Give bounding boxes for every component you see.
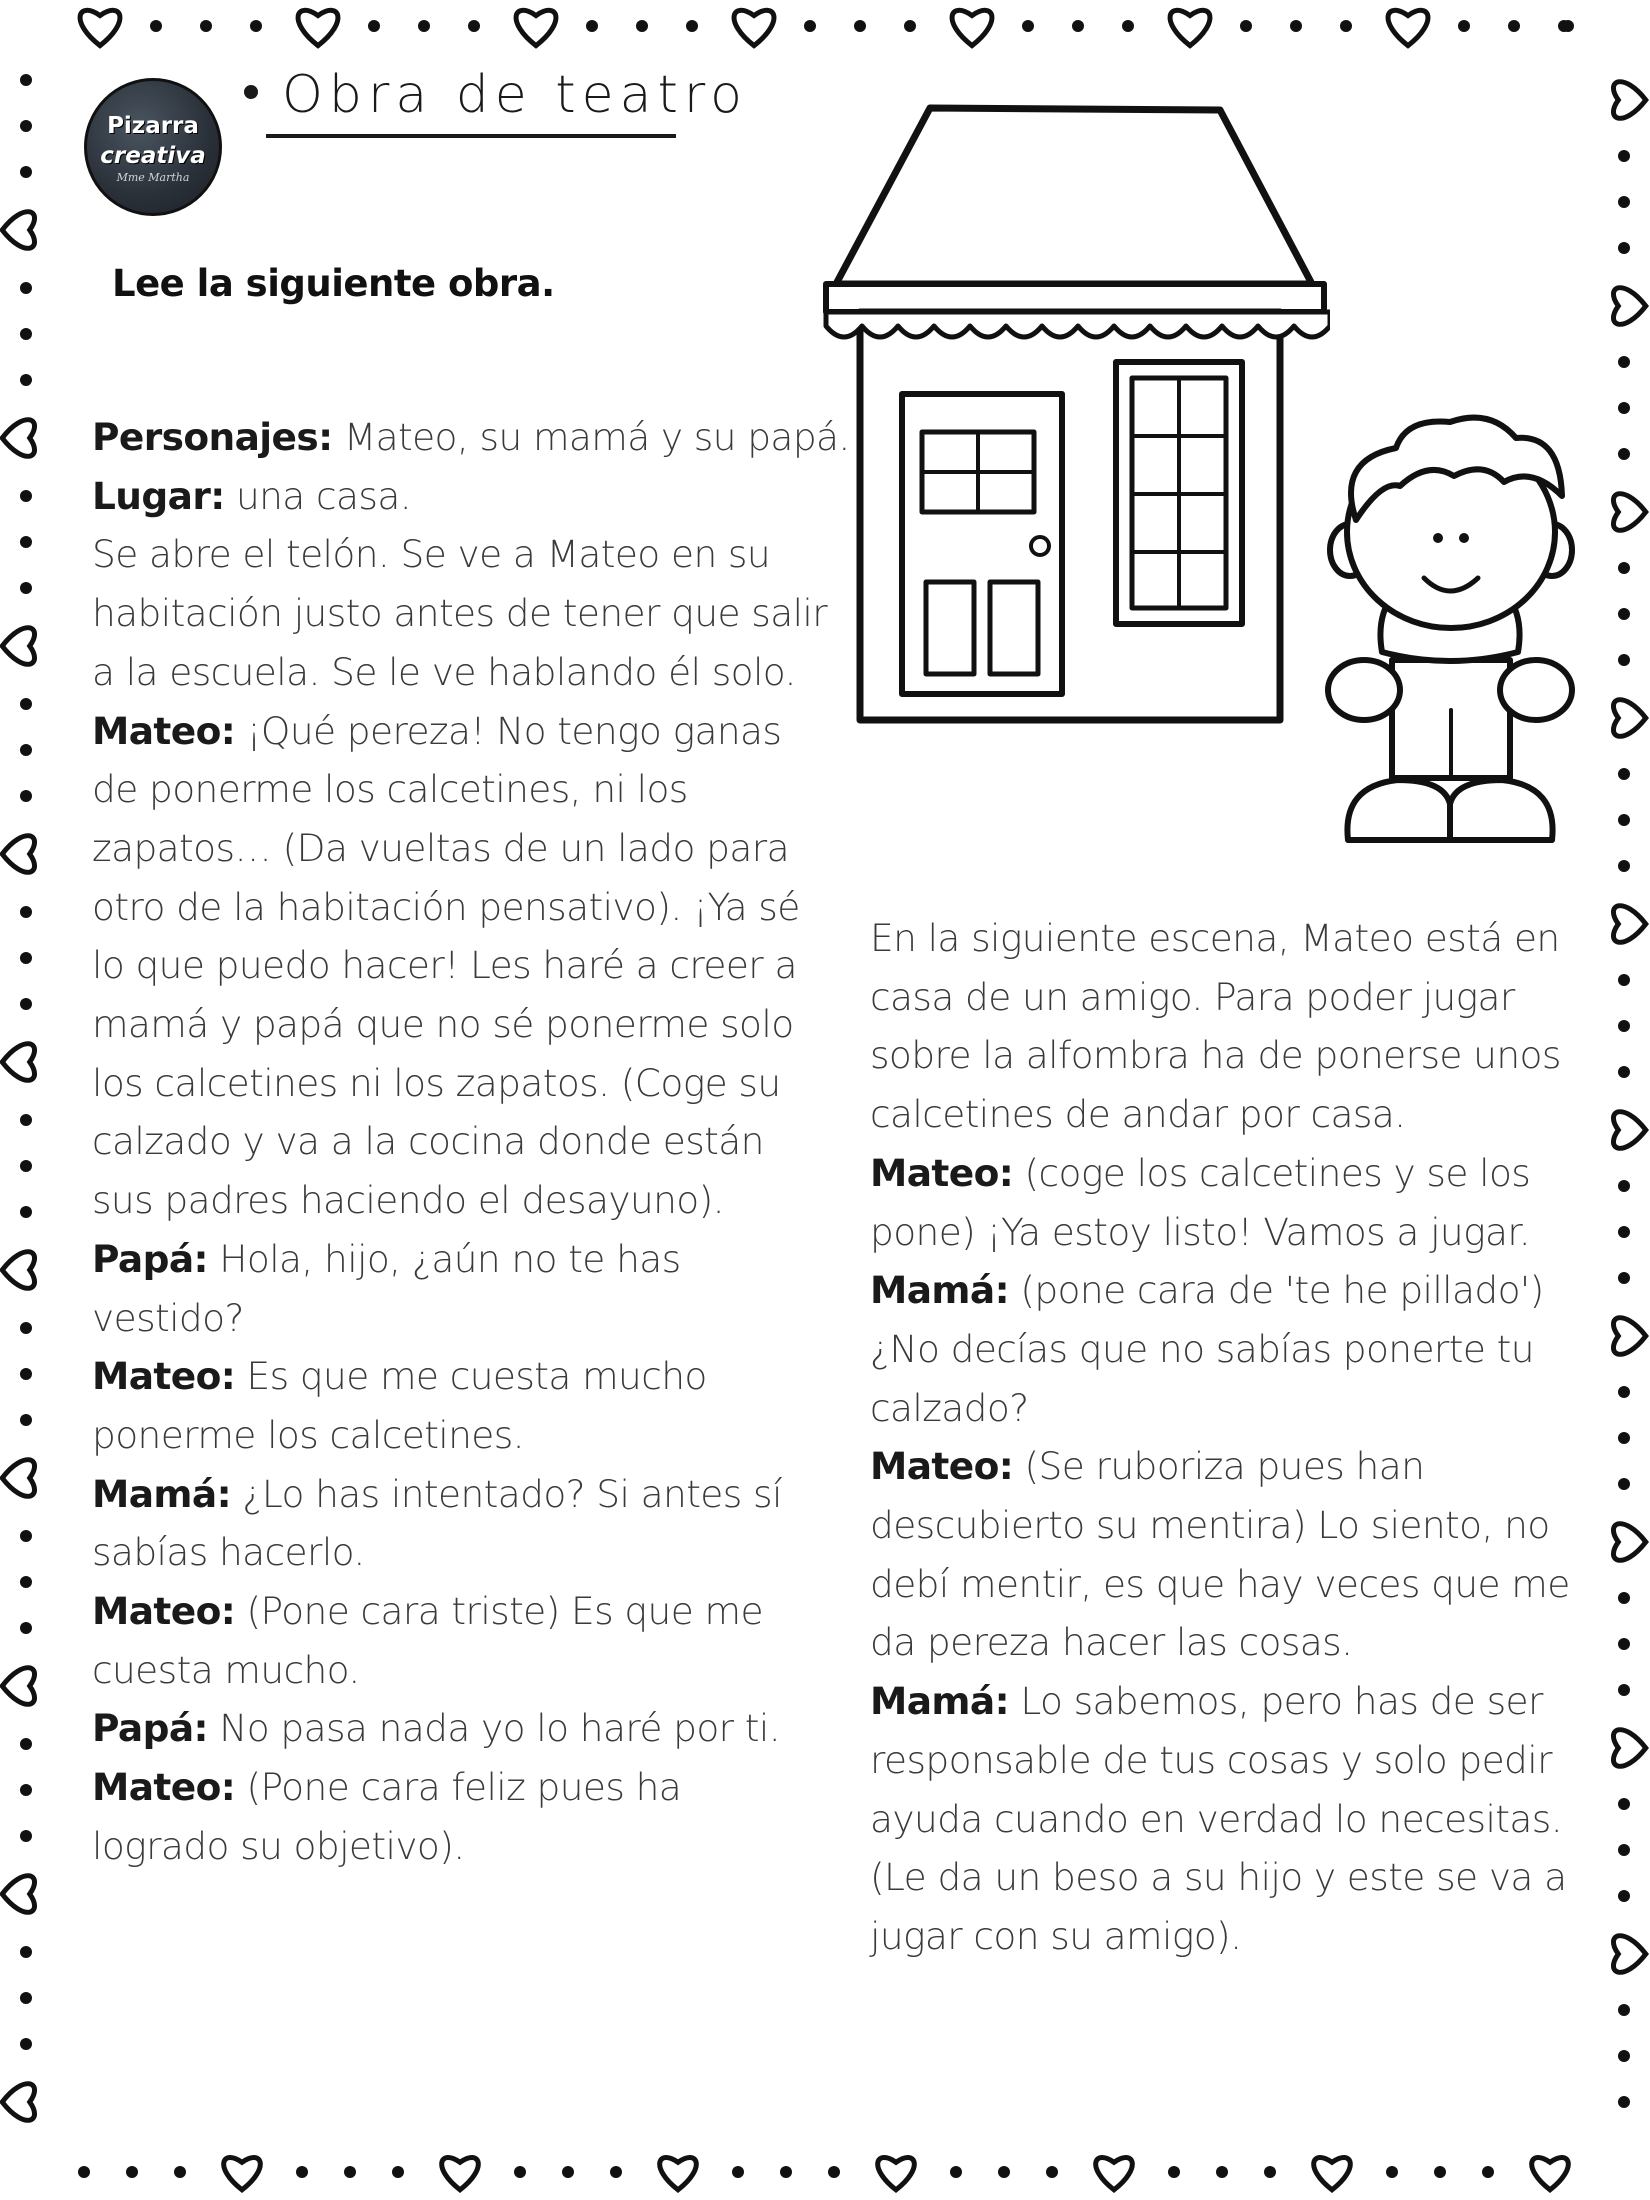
text-line <box>870 1144 1570 1203</box>
border-dot <box>1386 2166 1398 2178</box>
text-line <box>92 702 850 761</box>
border-dot <box>174 2166 186 2178</box>
text-line <box>870 1848 1570 1907</box>
heart-icon <box>952 10 992 45</box>
heart-icon <box>1613 906 1645 943</box>
border-dot <box>1618 654 1630 666</box>
heart-icon <box>1170 10 1210 45</box>
heart-icon <box>1388 10 1428 45</box>
text-line <box>870 1379 1570 1438</box>
border-dot <box>610 2166 622 2178</box>
border-dot <box>1618 242 1630 254</box>
border-dot <box>1618 1272 1630 1284</box>
border-dot <box>1046 2166 1058 2178</box>
border-dot <box>20 1206 32 1218</box>
border-dot <box>78 2166 90 2178</box>
heart-icon <box>2 420 34 457</box>
heart-icon <box>2 1668 34 1705</box>
speaker-label: Mamá: <box>92 1471 231 1516</box>
text-line <box>92 995 850 1054</box>
border-dot <box>126 2166 138 2178</box>
border-dot <box>514 2166 526 2178</box>
border-dot <box>1618 1180 1630 1192</box>
text-line <box>870 1731 1570 1790</box>
text-line <box>92 1582 850 1641</box>
text-line <box>92 467 850 526</box>
dialogue-text: (Pone cara triste) Es que me <box>235 1589 763 1634</box>
heart-icon <box>1613 82 1645 119</box>
heart-icon <box>1096 2157 1133 2189</box>
text-line <box>92 1817 850 1876</box>
border-dot <box>1458 20 1470 32</box>
text-line <box>870 1261 1570 1320</box>
border-dot <box>20 1322 32 1334</box>
text-line <box>870 1555 1570 1614</box>
heart-icon <box>660 2157 697 2189</box>
instruction-text: Lee la siguiente obra. <box>112 262 555 305</box>
speaker-label: Mateo: <box>92 1354 236 1399</box>
house-illustration <box>820 100 1330 730</box>
border-dot <box>20 1622 32 1634</box>
border-dot <box>1618 1478 1630 1490</box>
page-title: Obra de teatro <box>282 65 748 125</box>
border-dot <box>20 790 32 802</box>
heart-icon <box>516 10 556 45</box>
speaker-label: Papá: <box>92 1706 208 1751</box>
border-dot <box>250 20 262 32</box>
dialogue-text: Se abre el telón. Se ve a Mateo en su <box>92 532 771 577</box>
text-line <box>870 909 1570 968</box>
border-dot <box>1072 20 1084 32</box>
heart-icon <box>2 212 34 249</box>
border-dot <box>344 2166 356 2178</box>
border-dot <box>732 2166 744 2178</box>
dialogue-text: a la escuela. Se le ve hablando él solo. <box>92 649 796 694</box>
border-dot <box>20 1414 32 1426</box>
border-dot <box>1168 2166 1180 2178</box>
text-line <box>870 1496 1570 1555</box>
speaker-label: Mateo: <box>92 708 236 753</box>
border-dot <box>1618 1638 1630 1650</box>
border-dot <box>20 906 32 918</box>
dialogue-text: ¡Qué pereza! No tengo ganas <box>235 708 782 753</box>
border-dot <box>392 2166 404 2178</box>
border-dot <box>950 2166 962 2178</box>
border-dot <box>418 20 430 32</box>
heart-icon <box>2 1876 34 1913</box>
heart-icon <box>1613 1318 1645 1355</box>
text-line <box>870 968 1570 1027</box>
border-dot <box>20 998 32 1010</box>
border-dot <box>1022 20 1034 32</box>
dialogue-text: Hola, hijo, ¿aún no te has <box>207 1236 681 1281</box>
speaker-label: Lugar: <box>92 473 225 518</box>
heart-icon <box>1613 1524 1645 1561</box>
text-line <box>870 1203 1570 1262</box>
border-dot <box>296 2166 308 2178</box>
dialogue-text: zapatos… (Da vueltas de un lado para <box>92 825 789 870</box>
text-line <box>92 1641 850 1700</box>
dialogue-text: (Se ruboriza pues han <box>1013 1444 1425 1489</box>
border-dot <box>998 2166 1010 2178</box>
text-line <box>870 1437 1570 1496</box>
border-dot <box>904 20 916 32</box>
heart-icon <box>1314 2157 1351 2189</box>
dialogue-text: (pone cara de 'te he pillado') <box>1009 1268 1544 1313</box>
border-dot <box>20 582 32 594</box>
logo-signature: Mme Martha <box>116 170 190 184</box>
border-dot <box>1618 1592 1630 1604</box>
text-line <box>92 1347 850 1406</box>
dialogue-text: (Pone cara feliz pues ha <box>235 1765 682 1810</box>
border-dot <box>1618 974 1630 986</box>
text-line <box>92 643 850 702</box>
border-dot <box>200 20 212 32</box>
dialogue-text: logrado su objetivo). <box>92 1823 465 1868</box>
border-dot <box>1290 20 1302 32</box>
dialogue-text: calcetines de andar por casa. <box>870 1092 1406 1137</box>
text-line <box>92 1465 850 1524</box>
border-dot <box>1562 20 1574 32</box>
border-dot <box>1618 1432 1630 1444</box>
border-dot <box>1618 814 1630 826</box>
dialogue-text: sabías hacerlo. <box>92 1530 365 1575</box>
heart-icon <box>1532 2157 1569 2189</box>
border-dot <box>562 2166 574 2178</box>
text-line <box>92 1406 850 1465</box>
speaker-label: Papá: <box>92 1236 208 1281</box>
title-underline <box>266 134 676 138</box>
text-line <box>92 1523 850 1582</box>
dialogue-text: ponerme los calcetines. <box>92 1412 525 1457</box>
border-dot <box>20 1946 32 1958</box>
border-dot <box>1618 2096 1630 2108</box>
text-line <box>92 878 850 937</box>
border-dot <box>1618 402 1630 414</box>
border-dot <box>1618 2050 1630 2062</box>
dialogue-text: calzado? <box>870 1385 1029 1430</box>
border-dot <box>1618 196 1630 208</box>
border-dot <box>20 1160 32 1172</box>
logo-text-line2: creativa <box>100 142 206 169</box>
dialogue-text: una casa. <box>224 473 412 518</box>
heart-icon <box>2 1252 34 1289</box>
border-dot <box>20 282 32 294</box>
dialogue-text: debí mentir, es que hay veces que me <box>870 1561 1570 1606</box>
text-line <box>92 1112 850 1171</box>
heart-icon <box>878 2157 915 2189</box>
dialogue-text: ayuda cuando en verdad lo necesitas. <box>870 1796 1563 1841</box>
border-dot <box>20 1368 32 1380</box>
heart-icon <box>2 836 34 873</box>
border-dot <box>150 20 162 32</box>
border-dot <box>1618 448 1630 460</box>
heart-icon <box>734 10 774 45</box>
border-dot <box>468 20 480 32</box>
border-dot <box>20 1114 32 1126</box>
pizarra-creativa-logo <box>84 78 222 216</box>
border-dot <box>368 20 380 32</box>
dialogue-text: responsable de tus cosas y solo pedir <box>870 1737 1552 1782</box>
border-dot <box>20 744 32 756</box>
border-dot <box>1122 20 1134 32</box>
text-line <box>870 1320 1570 1379</box>
dialogue-text: lo que puedo hacer! Les haré a creer a <box>92 943 797 988</box>
border-dot <box>1434 2166 1446 2178</box>
border-dot <box>20 1530 32 1542</box>
dialogue-text: Lo sabemos, pero has de ser <box>1009 1679 1543 1724</box>
border-dot <box>1618 860 1630 872</box>
border-dot <box>20 698 32 710</box>
speaker-label: Personajes: <box>92 415 333 459</box>
dialogue-text: (Le da un beso a su hijo y este se va a <box>870 1855 1567 1900</box>
border-dot <box>1618 768 1630 780</box>
heart-icon <box>442 2157 479 2189</box>
heart-icon <box>298 10 338 45</box>
dialogue-text: No pasa nada yo lo haré por ti. <box>207 1706 781 1751</box>
border-dot <box>1508 20 1520 32</box>
dialogue-text: Es que me cuesta mucho <box>235 1354 707 1399</box>
border-dot <box>1618 2004 1630 2016</box>
speaker-label: Mateo: <box>870 1150 1014 1195</box>
border-dot <box>804 20 816 32</box>
border-dot <box>1482 2166 1494 2178</box>
border-dot <box>1216 2166 1228 2178</box>
text-line <box>92 1289 850 1348</box>
dialogue-text: descubierto su mentira) Lo siento, no <box>870 1503 1550 1548</box>
text-line <box>92 1758 850 1817</box>
border-dot <box>20 1576 32 1588</box>
heart-icon <box>224 2157 261 2189</box>
border-dot <box>1618 1798 1630 1810</box>
dialogue-text: sus padres haciendo el desayuno). <box>92 1178 724 1223</box>
text-line <box>870 1672 1570 1731</box>
dialogue-text: da pereza hacer las cosas. <box>870 1620 1353 1665</box>
border-dot <box>20 328 32 340</box>
text-line <box>870 1613 1570 1672</box>
border-dot <box>1618 1386 1630 1398</box>
dialogue-text: En la siguiente escena, Mateo está en <box>870 916 1560 960</box>
dialogue-text: jugar con su amigo). <box>870 1913 1242 1958</box>
dialogue-text: casa de un amigo. Para poder jugar <box>870 974 1515 1019</box>
text-line <box>870 1907 1570 1966</box>
text-line <box>92 936 850 995</box>
border-dot <box>1618 1020 1630 1032</box>
border-dot <box>20 952 32 964</box>
border-dot <box>780 2166 792 2178</box>
border-dot <box>20 1830 32 1842</box>
logo-text-line1: Pizarra <box>107 112 199 139</box>
border-dot <box>20 1992 32 2004</box>
speaker-label: Mateo: <box>870 1444 1014 1489</box>
border-dot <box>686 20 698 32</box>
border-dot <box>1618 150 1630 162</box>
border-dot <box>20 166 32 178</box>
border-dot <box>1618 1844 1630 1856</box>
dialogue-text: otro de la habitación pensativo). ¡Ya sé <box>92 884 800 929</box>
text-line <box>92 1230 850 1289</box>
border-dot <box>1618 1684 1630 1696</box>
dialogue-text: cuesta mucho. <box>92 1647 360 1692</box>
border-dot <box>1264 2166 1276 2178</box>
border-dot <box>854 20 866 32</box>
heart-icon <box>1613 1730 1645 1767</box>
border-dot <box>1240 20 1252 32</box>
text-line <box>870 1790 1570 1849</box>
dialogue-text: de ponerme los calcetines, ni los <box>92 767 688 812</box>
heart-icon <box>1613 700 1645 737</box>
play-text-left-column <box>92 408 850 1876</box>
dialogue-text: pone) ¡Ya estoy listo! Vamos a jugar. <box>870 1209 1531 1254</box>
text-line <box>870 1026 1570 1085</box>
border-dot <box>1618 608 1630 620</box>
text-line <box>92 584 850 643</box>
border-dot <box>1618 1066 1630 1078</box>
border-dot <box>828 2166 840 2178</box>
dialogue-text: calzado y va a la cocina donde están <box>92 1119 764 1164</box>
dialogue-text: habitación justo antes de tener que salir <box>92 591 828 636</box>
dialogue-text: vestido? <box>92 1295 244 1340</box>
border-dot <box>1618 562 1630 574</box>
speaker-label: Mateo: <box>92 1765 236 1810</box>
speaker-label: Mamá: <box>870 1268 1009 1313</box>
border-dot <box>586 20 598 32</box>
border-dot <box>20 536 32 548</box>
border-dot <box>636 20 648 32</box>
dialogue-text: ¿No decías que no sabías ponerte tu <box>870 1326 1534 1371</box>
heart-icon <box>1613 288 1645 325</box>
speaker-label: Mateo: <box>92 1589 236 1634</box>
text-line <box>92 1171 850 1230</box>
heart-icon <box>2 628 34 665</box>
text-line <box>92 819 850 878</box>
title-bullet <box>244 85 258 99</box>
dialogue-text: Mateo, su mamá y su papá. <box>332 415 850 459</box>
dialogue-text: los calcetines ni los zapatos. (Coge su <box>92 1060 781 1105</box>
heart-icon <box>80 10 120 45</box>
border-dot <box>20 490 32 502</box>
text-line <box>92 760 850 819</box>
dialogue-text: (coge los calcetines y se los <box>1013 1150 1531 1195</box>
text-line <box>92 525 850 584</box>
play-text-right-column <box>870 909 1570 1966</box>
border-dot <box>20 2038 32 2050</box>
speaker-label: Mamá: <box>870 1679 1009 1724</box>
heart-icon <box>1613 1936 1645 1973</box>
text-line <box>92 408 850 467</box>
heart-icon <box>1613 1112 1645 1149</box>
boy-illustration <box>1320 410 1580 860</box>
border-dot <box>1618 356 1630 368</box>
dialogue-text: mamá y papá que no sé ponerme solo <box>92 1002 794 1047</box>
border-dot <box>1618 1226 1630 1238</box>
border-dot <box>20 1784 32 1796</box>
dialogue-text: ¿Lo has intentado? Si antes sí <box>231 1471 782 1516</box>
border-dot <box>20 74 32 86</box>
border-dot <box>20 120 32 132</box>
text-line <box>870 1085 1570 1144</box>
border-dot <box>20 374 32 386</box>
border-dot <box>20 1738 32 1750</box>
heart-icon <box>2 1044 34 1081</box>
text-line <box>92 1699 850 1758</box>
dialogue-text: sobre la alfombra ha de ponerse unos <box>870 1033 1561 1078</box>
heart-icon <box>2 1460 34 1497</box>
heart-icon <box>2 2084 34 2121</box>
text-line <box>92 1054 850 1113</box>
border-dot <box>1340 20 1352 32</box>
border-dot <box>1618 1890 1630 1902</box>
heart-icon <box>1613 494 1645 531</box>
